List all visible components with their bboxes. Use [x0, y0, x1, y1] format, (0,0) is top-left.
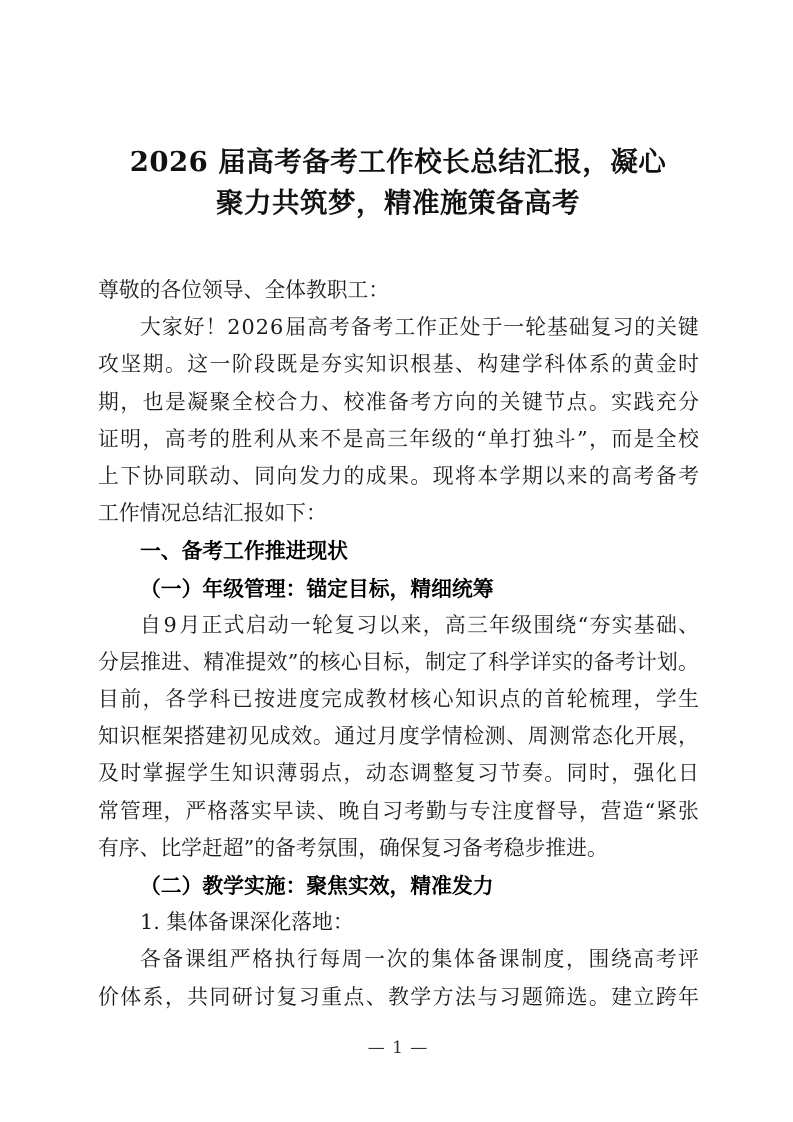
body-text-line: 工作情况总结汇报如下：: [98, 501, 327, 526]
body-text-line: 证 明 ， 高 考 的 胜 利 从 来 不 是 高 三 年 级 的 “ 单 打 独 斗 ” ， 而 是 全 校: [98, 426, 699, 451]
document-title-line-1: 2026 届高考备考工作校长总结汇报，凝心: [129, 146, 667, 178]
body-text-line: 各 备 课 组 严 格 执 行 每 周 一 次 的 集 体 备 课 制 度 ， 围 绕 高 考 评: [140, 947, 699, 972]
body-text-line: 上 下 协 同 联 动 、 同 向 发 力 的 成 果 。 现 将 本 学 期 以 来 的 高 考 备 考: [98, 463, 699, 488]
body-text-line: 目 前 ， 各 学 科 已 按 进 度 完 成 教 材 核 心 知 识 点 的 首 轮 梳 理 ， 学 生: [98, 687, 699, 712]
body-text-line: 攻 坚 期 。 这 一 阶 段 既 是 夯 实 知 识 根 基 、 构 建 学 科 体 系 的 黄 金 时: [98, 352, 699, 377]
document-title: [98, 142, 698, 224]
page-number-footer: — 1 —: [367, 1038, 429, 1058]
document-title-line-2: 聚力共筑梦，精准施策备高考: [216, 187, 580, 219]
body-text-line: 期 ， 也 是 凝 聚 全 校 合 力 、 校 准 备 考 方 向 的 关 键 节 点 。 实 践 充 分: [98, 389, 699, 414]
body-heading-line: （二）教学实施：聚焦实效，精准发力: [140, 873, 494, 898]
body-text-line: 自 9 月 正 式 启 动 一 轮 复 习 以 来 ， 高 三 年 级 围 绕 “ 夯 实 基 础 、: [140, 612, 699, 637]
body-text-line: 分 层 推 进 、 精 准 提 效 ” 的 核 心 目 标 ， 制 定 了 科 学 详 实 的 备 考 计 划 。: [98, 649, 699, 674]
body-text-line: 有序、比学赶超”的备考氛围，确保复习备考稳步推进。: [98, 835, 608, 860]
body-text-line: 价 体 系 ， 共 同 研 讨 复 习 重 点 、 教 学 方 法 与 习 题 筛 选 。 建 立 跨 年: [98, 984, 699, 1009]
body-text-line: 知 识 框 架 搭 建 初 见 成 效 。 通 过 月 度 学 情 检 测 、 周 测 常 态 化 开 展 ，: [98, 724, 699, 749]
body-heading-line: （一）年级管理：锚定目标，精细统筹: [140, 575, 494, 601]
document-body: [98, 272, 699, 1016]
body-heading-line: 一、备考工作推进现状: [140, 538, 348, 564]
body-text-line: 常 管 理 ， 严 格 落 实 早 读 、 晚 自 习 考 勤 与 专 注 度 督 导 ， 营 造 “ 紧 张: [98, 798, 699, 823]
body-text-line: 及 时 掌 握 学 生 知 识 薄 弱 点 ， 动 态 调 整 复 习 节 奏 。 同 时 ， 强 化 日: [98, 761, 699, 786]
body-text-line: 1. 集体备课深化落地：: [140, 910, 354, 935]
body-text-line: 大 家 好 ！ 2 0 2 6 届 高 考 备 考 工 作 正 处 于 一 轮 基 础 复 习 的 关 键: [140, 315, 699, 340]
body-text-line: 尊敬的各位领导、全体教职工：: [98, 278, 390, 302]
